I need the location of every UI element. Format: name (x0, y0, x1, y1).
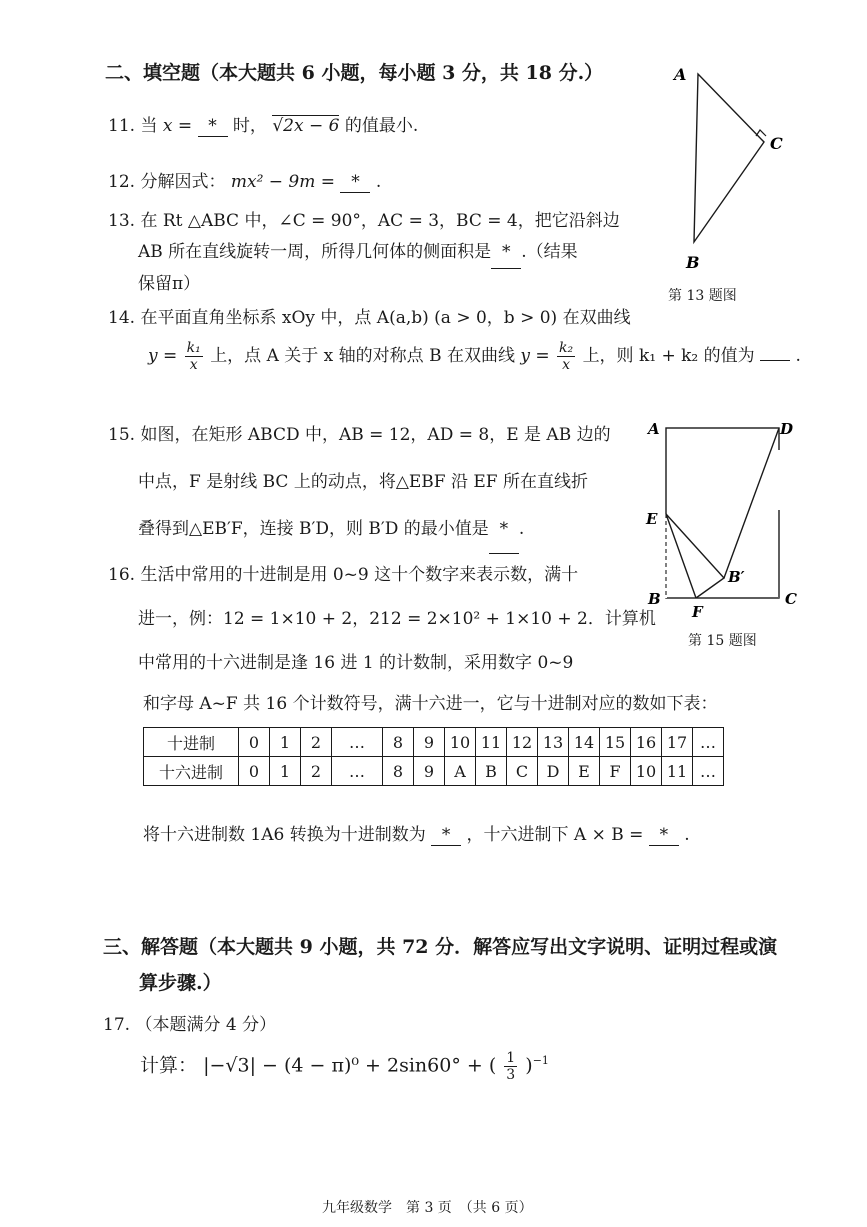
answer-blank[interactable]: * (340, 172, 370, 193)
answer-blank[interactable]: * (431, 825, 461, 846)
table-cell: A (445, 757, 476, 786)
table-cell: 14 (569, 728, 600, 757)
label-f: F (692, 603, 703, 620)
q12-post: . (375, 172, 382, 192)
table-cell: 9 (414, 728, 445, 757)
q11-pre: 当 (140, 116, 158, 136)
section3-heading (103, 929, 777, 1001)
label-a: A (674, 65, 687, 84)
table-cell: F (600, 757, 631, 786)
question-number: 15. (108, 425, 136, 445)
table-cell: 十进制 (144, 728, 239, 757)
answer-blank[interactable]: * (198, 116, 228, 137)
label-b: B (686, 253, 700, 272)
q13-line3: 保留π） (138, 274, 201, 294)
page-footer: 九年级数学 第 3 页 （共 6 页） (322, 1200, 533, 1216)
label-e: E (646, 510, 658, 528)
table-cell: … (693, 728, 724, 757)
table-cell: 10 (631, 757, 662, 786)
q17-title: （本题满分 4 分） (135, 1015, 277, 1035)
question-13 (108, 206, 620, 300)
fraction-k2-x (557, 340, 575, 373)
q14-y1: y = (148, 346, 178, 366)
q17-expr2: ) (525, 1054, 533, 1077)
table-cell: 13 (538, 728, 569, 757)
frac-num: k₁ (186, 340, 201, 356)
q14-line1: 在平面直角坐标系 xOy 中，点 A(a,b) (a > 0，b > 0) 在双曲线 (140, 308, 631, 328)
table-cell: B (476, 757, 507, 786)
table-cell: 17 (662, 728, 693, 757)
q16-final-a: 将十六进制数 1A6 转换为十进制数为 (143, 825, 426, 845)
q16-line3: 中常用的十六进制是逢 16 进 1 的计数制，采用数字 0~9 (138, 653, 574, 673)
table-row-hex (144, 757, 724, 786)
question-17 (103, 1010, 276, 1035)
q17-expression (140, 1050, 549, 1083)
q16-final-b: ，十六进制下 A × B = (466, 825, 644, 845)
figure-13 (660, 60, 800, 300)
q14-y2: y = (520, 346, 550, 366)
answer-blank[interactable]: * (489, 506, 519, 554)
q17-exp: −1 (532, 1054, 549, 1068)
q16-final (143, 820, 690, 846)
q15-line3b: . (518, 519, 525, 539)
q13-line1: 在 Rt △ABC 中，∠C = 90°，AC = 3，BC = 4，把它沿斜边 (140, 211, 620, 231)
q11-mid: 时， (232, 116, 267, 136)
table-cell: 1 (270, 728, 301, 757)
answer-blank[interactable]: * (649, 825, 679, 846)
table-cell: 2 (301, 728, 332, 757)
q15-line2: 中点，F 是射线 BC 上的动点，将△EBF 沿 EF 所在直线折 (138, 472, 589, 492)
table-cell: 11 (662, 757, 693, 786)
question-number: 14. (108, 308, 136, 328)
table-cell: 2 (301, 757, 332, 786)
table-cell: 15 (600, 728, 631, 757)
answer-blank[interactable]: * (491, 237, 521, 269)
q17-pre: 计算： (140, 1054, 198, 1077)
table-cell: C (507, 757, 538, 786)
section2-heading: 二、填空题（本大题共 6 小题，每小题 3 分，共 18 分.） (105, 62, 604, 84)
question-15 (108, 412, 611, 554)
q17-expr1: |−√3| − (4 − π)⁰ + 2sin60° + ( (203, 1054, 497, 1077)
table-cell: … (332, 757, 383, 786)
table-cell: 0 (239, 728, 270, 757)
table-cell: 11 (476, 728, 507, 757)
q14-post: 上，则 k₁ + k₂ 的值为 (582, 346, 755, 366)
label-c: C (785, 590, 797, 608)
figure-15-caption: 第 15 题图 (688, 633, 757, 649)
question-number: 16. (108, 565, 136, 585)
section3-heading-line1: 三、解答题（本大题共 9 小题，共 72 分．解答应写出文字说明、证明过程或演 (103, 936, 778, 958)
table-cell: 1 (270, 757, 301, 786)
table-row-decimal (144, 728, 724, 757)
question-14-line2 (148, 340, 801, 373)
figure-15 (640, 410, 815, 620)
label-a: A (648, 420, 660, 438)
q13-line2b: .（结果 (521, 242, 578, 262)
table-cell: 10 (445, 728, 476, 757)
q16-line4: 和字母 A~F 共 16 个计数符号，满十六进一，它与十进制对应的数如下表： (143, 694, 718, 714)
table-cell: 0 (239, 757, 270, 786)
table-cell: 12 (507, 728, 538, 757)
table-cell: D (538, 757, 569, 786)
table-cell: 十六进制 (144, 757, 239, 786)
figure-13-caption: 第 13 题图 (668, 288, 737, 304)
fraction-k1-x (185, 340, 203, 373)
question-14 (108, 303, 631, 328)
label-d: D (780, 420, 794, 438)
fraction-one-third (504, 1050, 517, 1083)
q11-var: x = (162, 116, 193, 136)
q14-end: . (795, 346, 801, 366)
frac-num: 1 (506, 1050, 516, 1066)
table-cell: 16 (631, 728, 662, 757)
question-16 (108, 553, 656, 685)
q11-post: 的值最小. (344, 116, 419, 136)
question-12 (108, 167, 381, 193)
q16-final-c: . (684, 825, 690, 845)
section3-heading-line2: 算步骤.） (139, 972, 222, 994)
frac-den: x (189, 357, 198, 373)
table-cell: 8 (383, 728, 414, 757)
q15-line1: 如图，在矩形 ABCD 中，AB = 12，AD = 8，E 是 AB 边的 (140, 425, 611, 445)
question-number: 11. (108, 116, 136, 136)
frac-den: 3 (506, 1067, 516, 1083)
label-c: C (770, 134, 783, 153)
q13-line2a: AB 所在直线旋转一周，所得几何体的侧面积是 (138, 242, 492, 262)
table-cell: 8 (383, 757, 414, 786)
q11-expr: √2x − 6 (272, 116, 340, 136)
answer-blank[interactable] (760, 360, 790, 361)
q16-line2: 进一，例：12 = 1×10 + 2，212 = 2×10² + 1×10 + 2．计算机 (138, 609, 656, 629)
q12-expr: mx² − 9m = (230, 172, 336, 192)
question-number: 12. (108, 172, 136, 192)
question-number: 17. (103, 1015, 131, 1035)
q14-mid: 上，点 A 关于 x 轴的对称点 B 在双曲线 (210, 346, 515, 366)
label-bprime: B′ (728, 568, 745, 586)
q16-line1: 生活中常用的十进制是用 0~9 这十个数字来表示数，满十 (140, 565, 579, 585)
frac-num: k₂ (559, 340, 574, 356)
table-cell: E (569, 757, 600, 786)
question-11 (108, 111, 418, 137)
question-number: 13. (108, 211, 136, 231)
q15-line3a: 叠得到△EB′F，连接 B′D，则 B′D 的最小值是 (138, 519, 489, 539)
frac-den: x (562, 357, 571, 373)
label-b: B (648, 590, 661, 608)
q12-pre: 分解因式： (140, 172, 226, 192)
table-cell: 9 (414, 757, 445, 786)
table-cell: … (332, 728, 383, 757)
table-cell: … (693, 757, 724, 786)
hex-conversion-table (143, 727, 724, 786)
